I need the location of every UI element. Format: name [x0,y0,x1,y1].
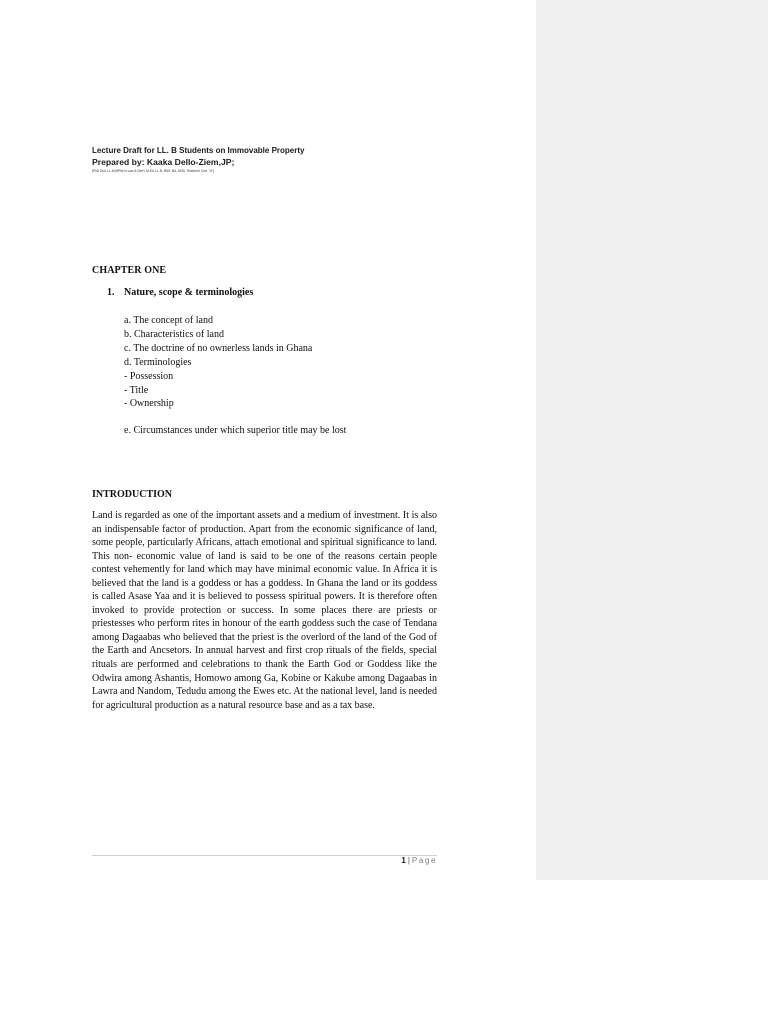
introduction-paragraph: Land is regarded as one of the important assets and a medium of investment. It is also an indispensable factor of production. Apart from the economic significance of land, some people, particularly Africans, attach emotional and spiritual significance to land. This non- economic value of land is said to be one of the reasons certain people contest vehemently for land which may have minimal economic value. In Africa it is believed that the land is a goddess or has a goddess. In Ghana the land or its goddess is called Asase Yaa and it is believed to possess spiritual powers. It is therefore often invoked to provide protection or success. In some places there are priests or priestesses who perform rites in honour of the earth goddess such the case of Tendana among Dagaabas who believed that the priest is the overlord of the land of the God of the Earth and Ancsetors. In annual harvest and first crop rituals of the fields, special rituals are performed and celebrations to thank the Earth God or Goddess like the Odwira among Ashantis, Homowo among Ga, Kobine or Kakube among Dagaabas in Lawra and Nandom, Tedudu among the Ewes etc. At the national level, land is needed for agricultural production as a natural resource base and as a tax base. [92,510,437,711]
author-line: Prepared by: Kaaka Dello-Ziem,JP; [92,157,235,167]
document-header [92,145,492,174]
item-title: Nature, scope & terminologies [124,287,254,298]
topic-subitem: - Ownership [124,398,174,410]
topic-item: b. Characteristics of land [124,328,224,340]
topic-item: d. Terminologies [124,356,192,368]
lecture-title: Lecture Draft for LL. B Students on Immovable Property [92,146,305,155]
page-number: 1 [401,856,406,865]
comment-margin-pane [536,0,768,880]
topic-subitem: - Possession [124,370,174,382]
topic-list [124,314,312,411]
topic-item-e: e. Circumstances under which superior title may be lost [124,425,347,436]
numbered-item [107,287,253,298]
page-label: Page [411,856,437,865]
author-credentials: [PhD Dsd, LL.M,MPhil in Law & Dev't, M.Ed, LL.B, BSS, BA, HND, Teachers' Cert. "A"] [92,169,215,173]
chapter-heading: CHAPTER ONE [92,265,167,276]
item-number: 1. [107,287,115,298]
introduction-heading: INTRODUCTION [92,489,173,500]
topic-subitem: - Title [124,384,149,396]
topic-item: c. The doctrine of no ownerless lands in Ghana [124,342,313,354]
page-footer [300,856,437,865]
footer-separator: | [407,856,410,865]
topic-item: a. The concept of land [124,315,213,326]
